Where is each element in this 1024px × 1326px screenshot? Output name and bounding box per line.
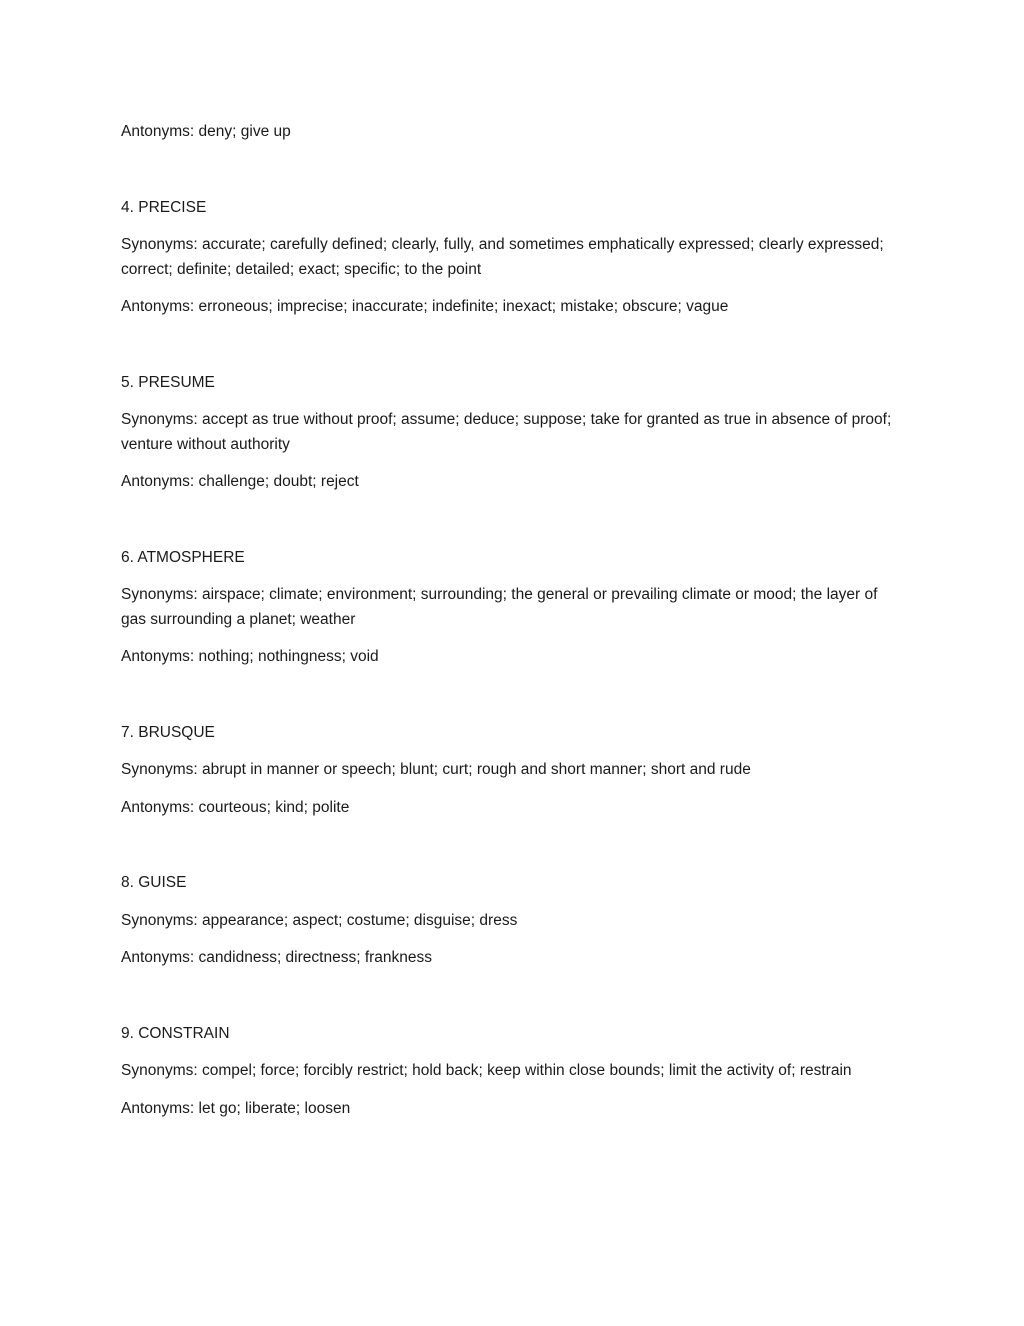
- entry-title: 7. BRUSQUE: [121, 723, 215, 741]
- document-body: [121, 120, 901, 1121]
- entry-antonyms: Antonyms: candidness; directness; frankness: [121, 949, 433, 966]
- entry-synonyms: Synonyms: accurate; carefully defined; clearly, fully, and sometimes emphatically expressed; clearly expressed; correct; definite; detailed; exact; specific; to the point: [121, 236, 884, 278]
- entry-title: 5. PRESUME: [121, 373, 215, 391]
- entry-antonyms: Antonyms: challenge; doubt; reject: [121, 473, 359, 490]
- continued-antonyms-line: Antonyms: deny; give up: [121, 123, 291, 140]
- entry-brusque: [121, 721, 901, 821]
- entry-atmosphere: [121, 546, 901, 670]
- entry-antonyms: Antonyms: let go; liberate; loosen: [121, 1099, 351, 1117]
- entry-synonyms: Synonyms: accept as true without proof; assume; deduce; suppose; take for granted as true in absence of proof; venture without authority: [121, 411, 892, 453]
- entry-title: 4. PRECISE: [121, 198, 207, 216]
- entry-synonyms: Synonyms: appearance; aspect; costume; disguise; dress: [121, 911, 518, 929]
- entry-guise: [121, 871, 901, 971]
- entry-title: 8. GUISE: [121, 874, 187, 891]
- entry-antonyms: Antonyms: courteous; kind; polite: [121, 798, 350, 816]
- entry-title: 9. CONSTRAIN: [121, 1024, 230, 1042]
- entry-synonyms: Synonyms: airspace; climate; environment; surrounding; the general or prevailing climate or mood; the layer of gas surrounding a planet; weather: [121, 586, 878, 628]
- entry-antonyms: Antonyms: erroneous; imprecise; inaccurate; indefinite; inexact; mistake; obscure; vague: [121, 298, 729, 315]
- entry-constrain: [121, 1022, 901, 1122]
- entry-synonyms: Synonyms: compel; force; forcibly restrict; hold back; keep within close bounds; limit the activity of; restrain: [121, 1062, 852, 1079]
- entry-antonyms: Antonyms: nothing; nothingness; void: [121, 648, 379, 665]
- entry-precise: [121, 196, 901, 320]
- entry-title: 6. ATMOSPHERE: [121, 548, 245, 566]
- entry-synonyms: Synonyms: abrupt in manner or speech; blunt; curt; rough and short manner; short and rude: [121, 761, 751, 778]
- entry-presume: [121, 371, 901, 495]
